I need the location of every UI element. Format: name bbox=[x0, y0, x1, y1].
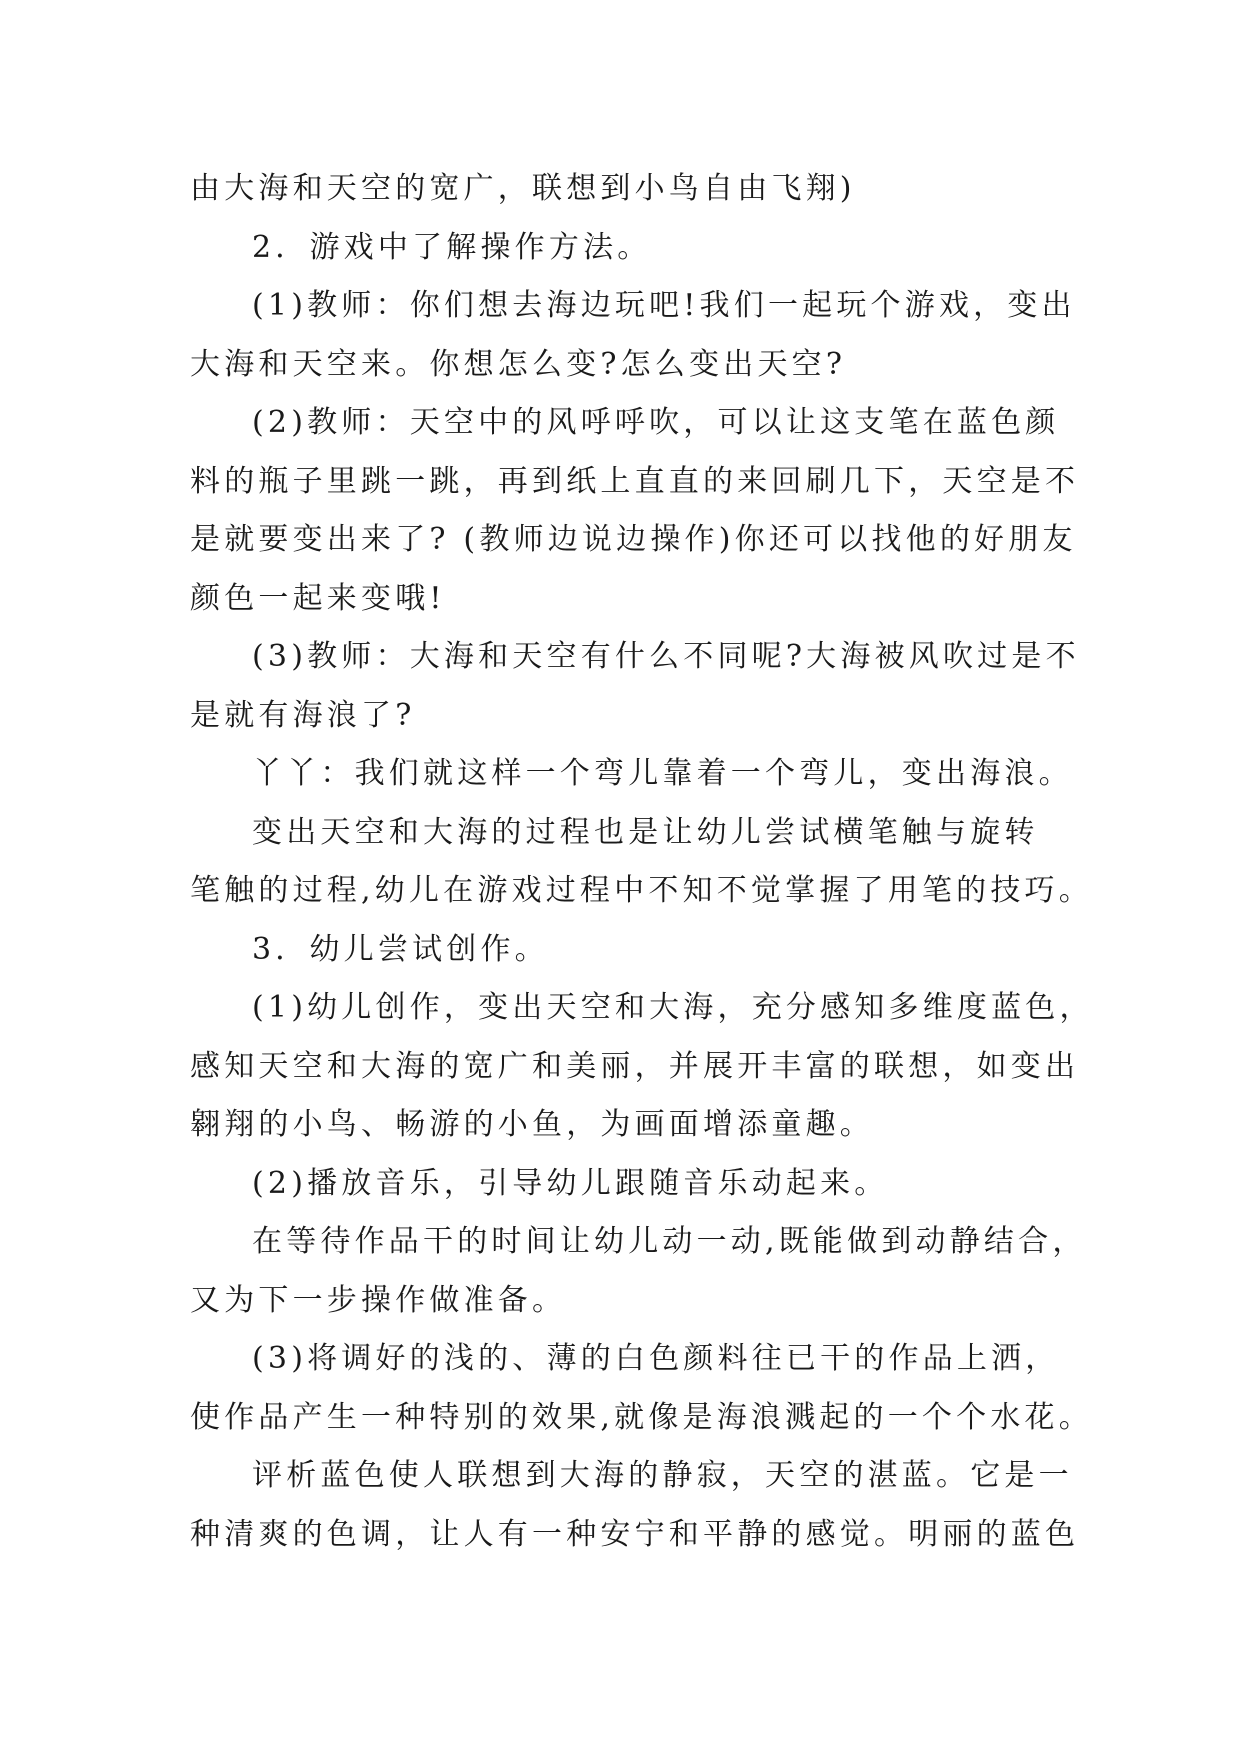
text-line: 大海和天空来。你想怎么变?怎么变出天空? bbox=[190, 346, 847, 382]
text-line: 感知天空和大海的宽广和美丽，并展开丰富的联想，如变出 bbox=[190, 1048, 1080, 1084]
text-line: 笔触的过程,幼儿在游戏过程中不知不觉掌握了用笔的技巧。 bbox=[190, 873, 1093, 908]
text-line: 又为下一步操作做准备。 bbox=[190, 1282, 567, 1318]
text-line: 是就要变出来了? (教师边说边操作)你还可以找他的好朋友 bbox=[190, 522, 1077, 557]
text-line: (2)播放音乐，引导幼儿跟随音乐动起来。 bbox=[252, 1165, 889, 1201]
text-line: (2)教师：天空中的风呼呼吹，可以让这支笔在蓝色颜 bbox=[252, 405, 1060, 440]
text-line: (1)教师：你们想去海边玩吧!我们一起玩个游戏，变出 bbox=[252, 288, 1076, 323]
text-line: 3．幼儿尝试创作。 bbox=[252, 931, 549, 967]
text-line: 是就有海浪了? bbox=[190, 697, 416, 733]
document-body bbox=[190, 160, 1094, 1564]
text-line: 评析蓝色使人联想到大海的静寂，天空的湛蓝。它是一 bbox=[252, 1458, 1073, 1493]
text-line: 变出天空和大海的过程也是让幼儿尝试横笔触与旋转 bbox=[252, 814, 1039, 850]
text-line: (1)幼儿创作，变出天空和大海，充分感知多维度蓝色， bbox=[252, 990, 1094, 1025]
text-line: 种清爽的色调，让人有一种安宁和平静的感觉。明丽的蓝色 bbox=[190, 1516, 1080, 1552]
text-line: 使作品产生一种特别的效果,就像是海浪溅起的一个个水花。 bbox=[190, 1399, 1093, 1435]
text-line: 由大海和天空的宽广，联想到小鸟自由飞翔) bbox=[190, 171, 856, 206]
text-line: 在等待作品干的时间让幼儿动一动,既能做到动静结合， bbox=[252, 1224, 1087, 1259]
text-line: 料的瓶子里跳一跳，再到纸上直直的来回刷几下，天空是不 bbox=[190, 463, 1080, 499]
text-line: 翱翔的小鸟、畅游的小鱼，为画面增添童趣。 bbox=[190, 1107, 874, 1142]
text-line: (3)将调好的浅的、薄的白色颜料往已干的作品上洒， bbox=[252, 1341, 1060, 1376]
text-line: 丫丫：我们就这样一个弯儿靠着一个弯儿，变出海浪。 bbox=[252, 756, 1073, 791]
text-line: (3)教师：大海和天空有什么不同呢?大海被风吹过是不 bbox=[252, 639, 1080, 674]
text-line: 颜色一起来变哦! bbox=[190, 580, 446, 616]
text-line: 2．游戏中了解操作方法。 bbox=[252, 229, 652, 265]
